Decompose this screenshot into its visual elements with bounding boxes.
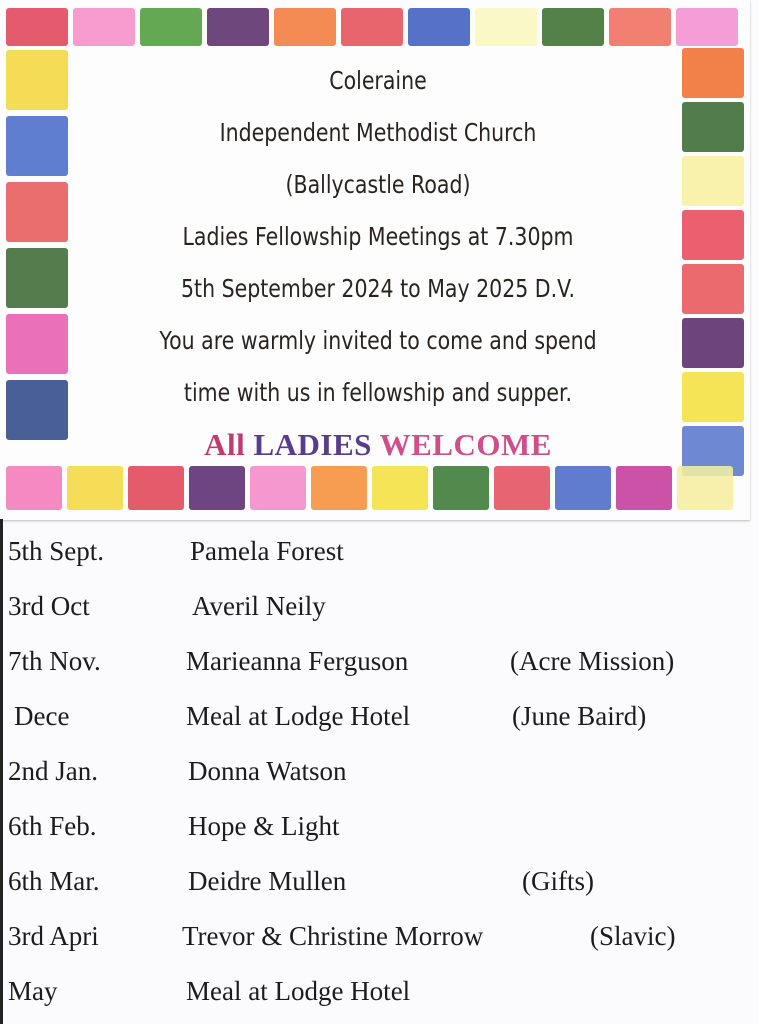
- border-tile: [207, 8, 269, 46]
- border-tile: [682, 318, 744, 368]
- border-tile: [542, 8, 604, 46]
- church-name: Independent Methodist Church: [219, 118, 537, 147]
- border-tile: [372, 466, 428, 510]
- meeting-time: Ladies Fellowship Meetings at 7.30pm: [182, 222, 574, 251]
- border-tile: [682, 210, 744, 260]
- schedule-date: 3rd Oct: [8, 591, 90, 621]
- schedule-date: May: [8, 976, 58, 1006]
- border-tile: [6, 248, 68, 308]
- schedule-row: [0, 811, 759, 851]
- border-tile: [6, 182, 68, 242]
- border-tile: [682, 102, 744, 152]
- schedule-speaker: Meal at Lodge Hotel: [186, 976, 411, 1006]
- border-tile: [475, 8, 537, 46]
- border-tile: [555, 466, 611, 510]
- border-tile: [494, 466, 550, 510]
- border-tile: [6, 466, 62, 510]
- schedule-row: [0, 976, 759, 1016]
- border-tile: [609, 8, 671, 46]
- schedule-row: [0, 866, 759, 906]
- welcome-banner: [70, 427, 686, 463]
- schedule-date: 7th Nov.: [8, 646, 101, 676]
- border-tile: [616, 466, 672, 510]
- welcome-word: WELCOME: [379, 427, 552, 462]
- invitation-line-1: You are warmly invited to come and spend: [159, 326, 597, 355]
- schedule-note: (June Baird): [512, 701, 647, 731]
- border-tile: [682, 156, 744, 206]
- border-tile: [408, 8, 470, 46]
- schedule-note: (Slavic): [590, 921, 676, 951]
- border-tile: [274, 8, 336, 46]
- border-tile: [676, 8, 738, 46]
- border-tile: [67, 466, 123, 510]
- border-tile: [682, 372, 744, 422]
- schedule-speaker: Trevor & Christine Morrow: [182, 921, 484, 951]
- border-tile: [677, 466, 733, 510]
- schedule-speaker: Meal at Lodge Hotel: [186, 701, 411, 731]
- schedule-date: 5th Sept.: [8, 536, 105, 566]
- church-location: (Ballycastle Road): [285, 170, 471, 199]
- schedule-speaker: Donna Watson: [188, 756, 347, 786]
- schedule-row: [0, 701, 759, 741]
- border-tile: [311, 466, 367, 510]
- border-tile: [250, 466, 306, 510]
- welcome-ladies: LADIES: [253, 427, 372, 462]
- schedule-row: [0, 536, 759, 576]
- schedule-date: Dece: [14, 701, 70, 731]
- schedule-row: [0, 591, 759, 631]
- flyer-text: [70, 55, 686, 463]
- schedule-speaker: Deidre Mullen: [188, 866, 347, 896]
- border-tile: [6, 8, 68, 46]
- schedule-speaker: Hope & Light: [188, 811, 340, 841]
- schedule-note: (Acre Mission): [510, 646, 675, 676]
- schedule-note: (Gifts): [522, 866, 594, 896]
- meeting-dates: 5th September 2024 to May 2025 D.V.: [181, 274, 575, 303]
- border-tile: [433, 466, 489, 510]
- border-tile: [682, 264, 744, 314]
- welcome-all: All: [204, 427, 246, 462]
- church-town: Coleraine: [329, 66, 427, 95]
- border-tile: [189, 466, 245, 510]
- schedule-row: [0, 646, 759, 686]
- border-tile: [140, 8, 202, 46]
- invitation-line-2: time with us in fellowship and supper.: [183, 378, 573, 407]
- schedule-speaker: Marieanna Ferguson: [186, 646, 409, 676]
- border-tile: [6, 50, 68, 110]
- border-tile: [682, 48, 744, 98]
- border-tile: [6, 380, 68, 440]
- schedule-date: 6th Feb.: [8, 811, 97, 841]
- border-tile: [128, 466, 184, 510]
- schedule-date: 3rd Apri: [8, 921, 99, 951]
- schedule-speaker: Pamela Forest: [190, 536, 344, 566]
- schedule-date: 6th Mar.: [8, 866, 100, 896]
- schedule-row: [0, 756, 759, 796]
- border-tile: [341, 8, 403, 46]
- border-tile: [6, 314, 68, 374]
- schedule-row: [0, 921, 759, 961]
- schedule-date: 2nd Jan.: [8, 756, 98, 786]
- border-tile: [73, 8, 135, 46]
- schedule-speaker: Averil Neily: [192, 591, 326, 621]
- border-tile: [6, 116, 68, 176]
